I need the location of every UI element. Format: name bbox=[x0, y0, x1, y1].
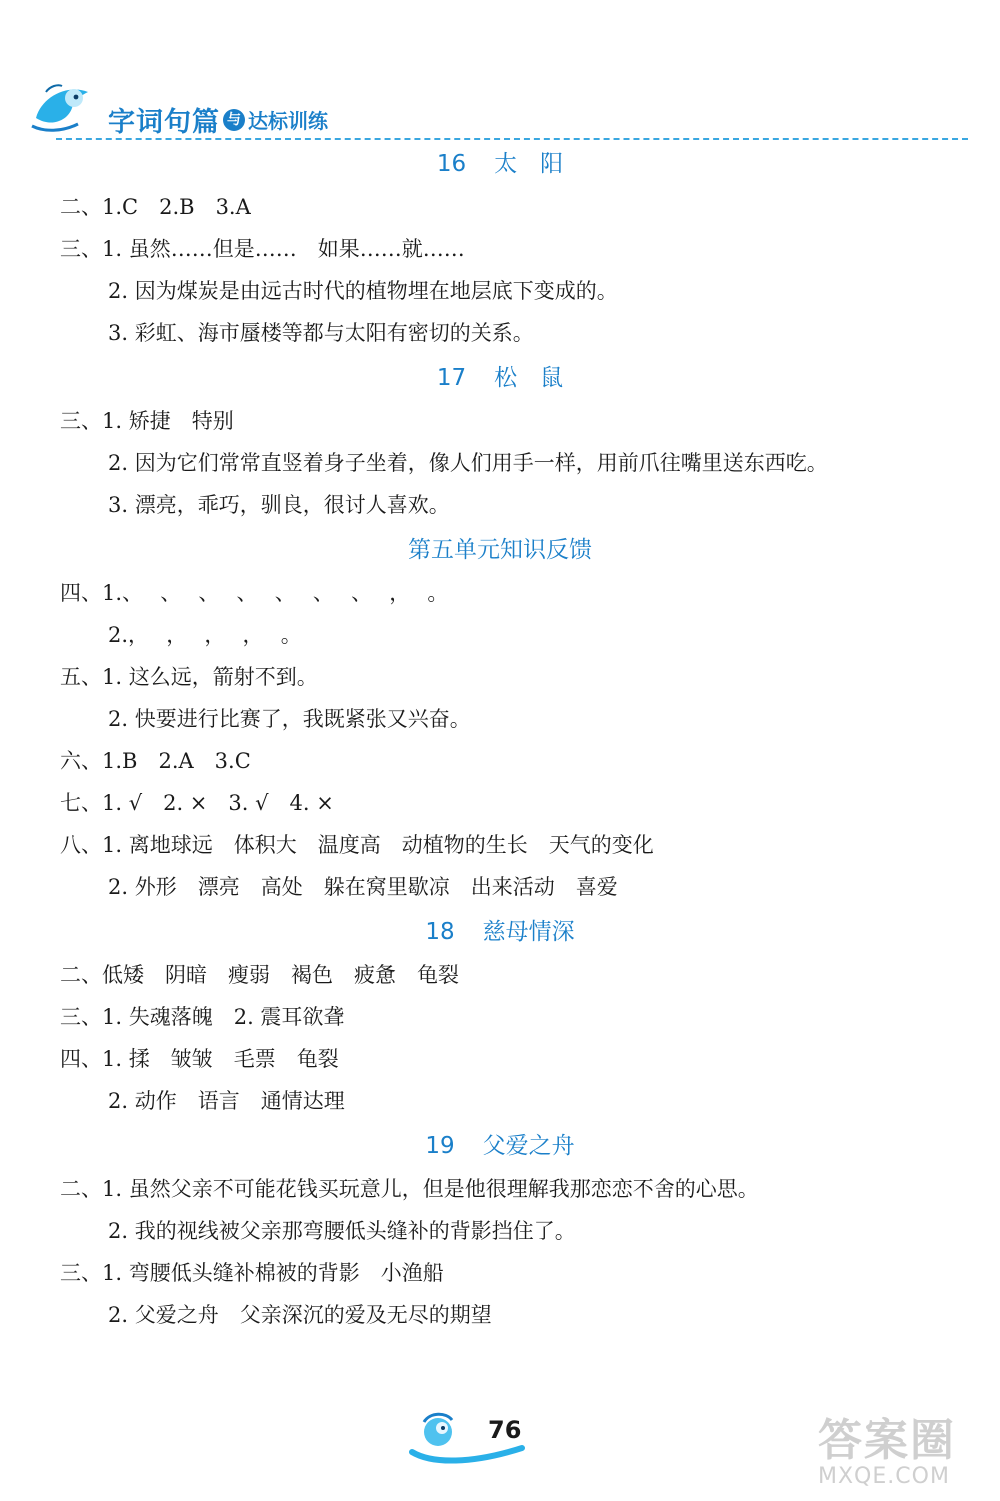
watermark-logo-text: 答案圈 bbox=[818, 1415, 956, 1466]
book-title-sub: 达标训练 bbox=[248, 109, 328, 133]
section-heading-text: 太 阳 bbox=[494, 151, 564, 177]
watermark-domain: MXQE.COM bbox=[818, 1464, 950, 1489]
cartoon-mascot-icon bbox=[28, 78, 98, 138]
section-number: 16 bbox=[436, 151, 467, 177]
answer-line: 五、1. 这么远，箭射不到。 bbox=[60, 665, 318, 689]
book-title-connector: 与 bbox=[223, 109, 245, 131]
page-footer bbox=[402, 1408, 542, 1468]
section-number: 18 bbox=[425, 919, 455, 945]
section-title bbox=[60, 142, 940, 186]
answer-line: 六、1.B 2.A 3.C bbox=[60, 749, 251, 773]
section-heading-text: 父爱之舟 bbox=[482, 1133, 575, 1159]
section-title bbox=[60, 356, 940, 400]
answer-line: 二、低矮 阴暗 瘦弱 褐色 疲惫 龟裂 bbox=[60, 963, 459, 987]
book-title-main: 字词句篇 bbox=[108, 107, 220, 138]
answer-line: 3. 彩虹、海市蜃楼等都与太阳有密切的关系。 bbox=[108, 321, 534, 345]
answer-line: 2. 我的视线被父亲那弯腰低头缝补的背影挡住了。 bbox=[108, 1219, 576, 1243]
section-title bbox=[60, 528, 940, 572]
section-number: 17 bbox=[436, 365, 467, 391]
answer-line: 三、1. 失魂落魄 2. 震耳欲聋 bbox=[60, 1005, 345, 1029]
answer-line: 2. 父爱之舟 父亲深沉的爱及无尽的期望 bbox=[108, 1303, 492, 1327]
answer-line: 四、1. 揉 皱皱 毛票 龟裂 bbox=[60, 1047, 339, 1071]
answer-line: 三、1. 弯腰低头缝补棉被的背影 小渔船 bbox=[60, 1261, 444, 1285]
section-title bbox=[60, 1124, 940, 1168]
book-title bbox=[108, 100, 328, 139]
answer-line: 2. 因为它们常常直竖着身子坐着，像人们用手一样，用前爪往嘴里送东西吃。 bbox=[108, 451, 828, 475]
answer-line: 七、1. √ 2. × 3. √ 4. × bbox=[60, 791, 334, 815]
section-number: 19 bbox=[425, 1133, 455, 1159]
section-title bbox=[60, 910, 940, 954]
section-heading-text: 第五单元知识反馈 bbox=[408, 537, 592, 563]
answer-line: 2. 动作 语言 通情达理 bbox=[108, 1089, 345, 1113]
answer-line: 八、1. 离地球远 体积大 温度高 动植物的生长 天气的变化 bbox=[60, 833, 654, 857]
answer-content bbox=[60, 140, 940, 1336]
answer-line: 3. 漂亮，乖巧，驯良，很讨人喜欢。 bbox=[108, 493, 450, 517]
answer-line: 2. 外形 漂亮 高处 躲在窝里歇凉 出来活动 喜爱 bbox=[108, 875, 618, 899]
answer-line: 四、1.、 、 、 、 、 、 、 ， 。 bbox=[60, 581, 449, 605]
page-header bbox=[28, 78, 968, 148]
page-number: 76 bbox=[488, 1416, 522, 1444]
answer-line: 三、1. 矫捷 特别 bbox=[60, 409, 234, 433]
answer-line: 2.， ， ， ， 。 bbox=[108, 623, 302, 647]
section-heading-text: 慈母情深 bbox=[482, 919, 575, 945]
answer-line: 三、1. 虽然……但是…… 如果……就…… bbox=[60, 237, 465, 261]
answer-line: 二、1. 虽然父亲不可能花钱买玩意儿，但是他很理解我那恋恋不舍的心思。 bbox=[60, 1177, 759, 1201]
site-watermark bbox=[818, 1404, 998, 1496]
answer-line: 2. 因为煤炭是由远古时代的植物埋在地层底下变成的。 bbox=[108, 279, 618, 303]
answer-line: 2. 快要进行比赛了，我既紧张又兴奋。 bbox=[108, 707, 471, 731]
section-heading-text: 松 鼠 bbox=[494, 365, 564, 391]
answer-line: 二、1.C 2.B 3.A bbox=[60, 195, 251, 219]
